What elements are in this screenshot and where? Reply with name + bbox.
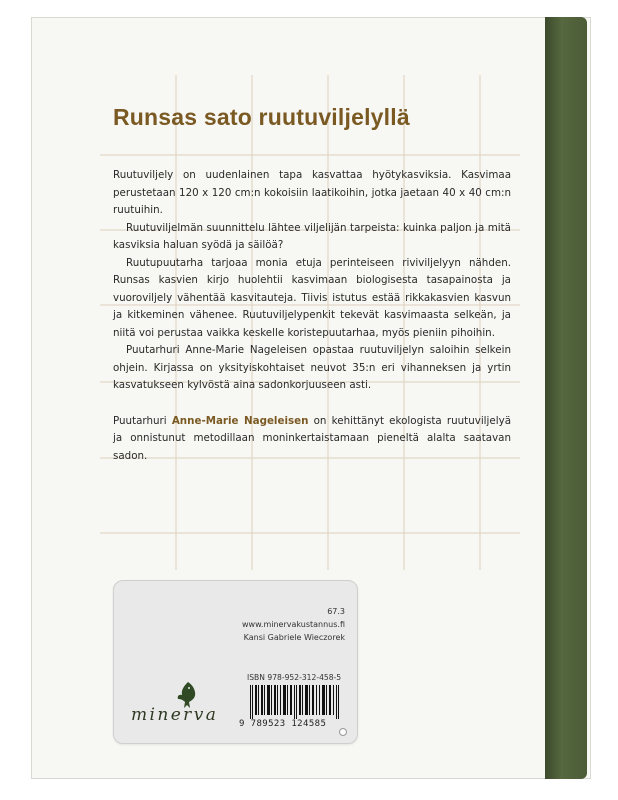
paragraph-planning: Ruutuviljelmän suunnittelu lähtee viljelijän tarpeista: kuinka paljon ja mitä kasviksia haluan syödä ja säilöä? [113,221,511,251]
page-title: Runsas sato ruutuviljelyllä [113,104,410,130]
author-suffix: on kehittänyt ekologista ruutuviljelyä ja onnistunut metodillaan moninkertaistamaan pieneltä alalta saatavan sadon. [113,414,512,462]
class-code: 67.3 [327,607,345,616]
publisher-logo-text: minerva [131,705,219,725]
barcode [250,685,342,719]
isbn-text: ISBN 978-952-312-458-5 [247,673,342,682]
publisher-label [113,580,358,744]
barcode-digits: 9 789523 124585 [239,719,327,729]
publisher-website: www.minervakustannus.fi [242,620,345,629]
author-name: Anne-Marie Nageleisen [171,414,309,427]
author-prefix: Puutarhuri [113,414,172,427]
cover-credit: Kansi Gabriele Wieczorek [243,633,345,642]
paragraph-intro: Ruutuviljely on uudenlainen tapa kasvattaa hyötykasviksia. Kasvimaa perustetaan 120 x 120 cm:n kokoisiin laatikoihin, jotka jaetaan 40 x 40 cm:n ruutuihin. [113,169,511,216]
label-info [242,605,345,644]
back-cover-text [113,167,511,465]
paragraph-guide: Puutarhuri Anne-Marie Nageleisen opastaa ruutuviljelyn saloihin selkein ohjein. Kirjassa on yksityiskohtaiset neuvot 35:n eri vihanneksen ja yrtin kasvatukseen kylvöstä aina sadonkorjuuseen asti. [113,344,511,391]
label-punch-hole [339,728,347,736]
author-paragraph [113,413,511,466]
paragraph-benefits: Ruutupuutarha tarjoaa monia etuja perinteiseen riviviljelyyn nähden. Runsas kasvien kirjo huolehtii kasvimaan biologisesta tasapainosta ja vuoroviljely vähentää kasvitauteja. Tiivis istutus estää rikkakasvien kasvun ja kitkeminen vähenee. Ruutuviljelypenkit tekevät kasvimaasta selkeän, ja niitä voi perustaa vaikka keskelle koristepuutarhaa, myös pieniin pihoihin. [113,256,511,339]
